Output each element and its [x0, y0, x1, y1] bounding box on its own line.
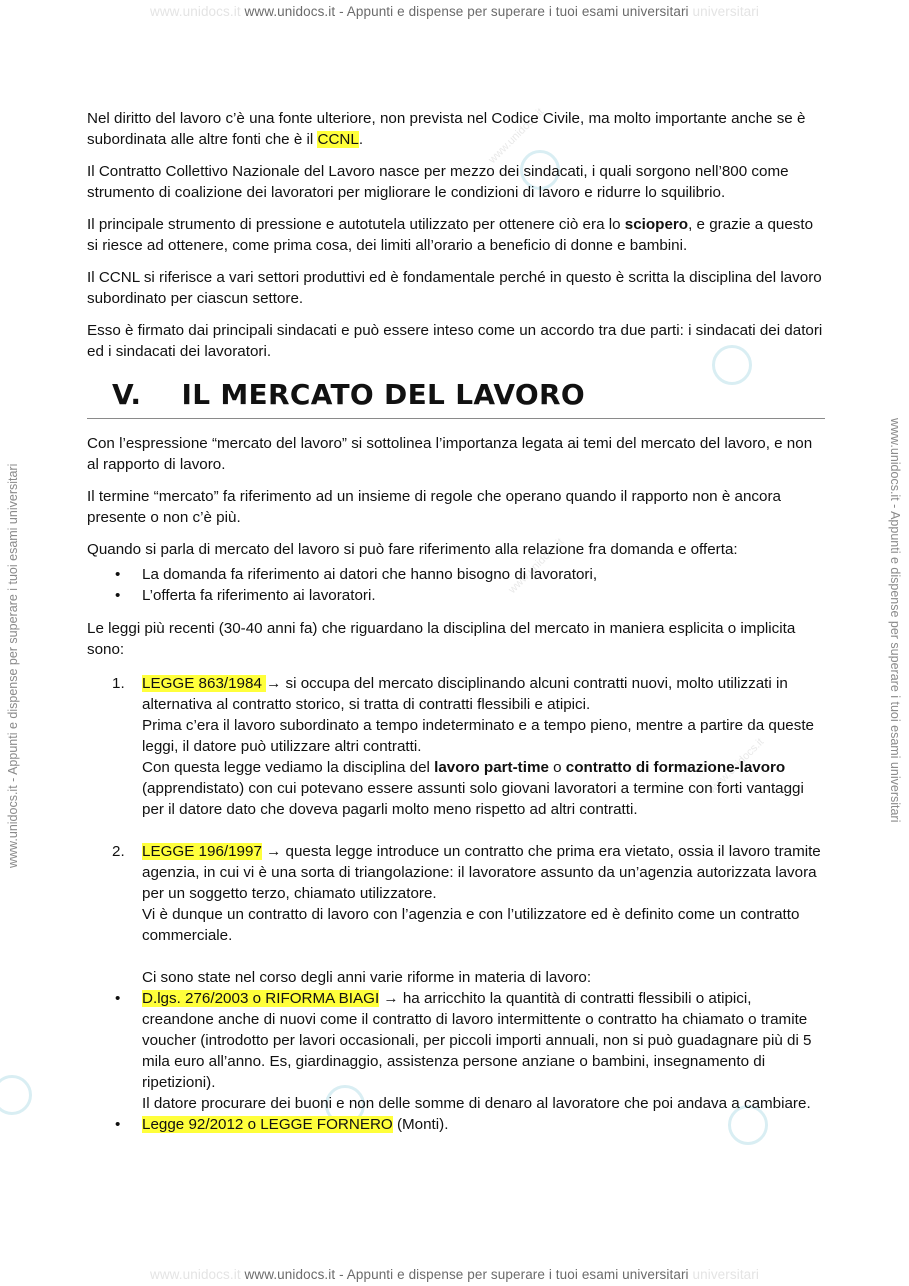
item-text: Il datore procurare dei buoni e non delle somme di denaro al lavoratore che poi andava a cambiare.: [142, 1095, 811, 1112]
paragraph-text: Il principale strumento di pressione e autotutela utilizzato per ottenere ciò era lo: [87, 216, 625, 233]
watermark-logo-icon: [0, 1075, 32, 1115]
paragraph: Con l’espressione “mercato del lavoro” si sottolinea l’importanza legata ai temi del mercato del lavoro, e non al rapporto di lavoro.: [87, 435, 813, 473]
item-text: Ci sono state nel corso degli anni varie riforme in materia di lavoro:: [142, 969, 592, 986]
highlight-law: Legge 92/2012 o LEGGE FORNERO: [142, 1116, 393, 1133]
header-watermark-ghost-right: universitari: [692, 4, 759, 19]
item-number: 2.: [112, 843, 125, 860]
paragraph: Le leggi più recenti (30-40 anni fa) che riguardano la disciplina del mercato in maniera esplicita o implicita sono:: [87, 620, 796, 658]
paragraph: [87, 108, 827, 150]
paragraph-text: Nel diritto del lavoro c’è una fonte ulteriore, non prevista nel Codice Civile, ma molto importante anche se è subordinata alle altre fonti che è il: [87, 110, 806, 148]
header-watermark-ghost-left: www.unidocs.it: [149, 4, 241, 19]
paragraph: Esso è firmato dai principali sindacati e può essere inteso come un accordo tra due parti: i sindacati dei datori ed i sindacati dei lavoratori.: [87, 322, 823, 360]
reform-item: [87, 988, 827, 1114]
item-number: 1.: [112, 675, 125, 692]
paragraph: Il termine “mercato” fa riferimento ad un insieme di regole che operano quando il rapporto non è ancora presente o non c’è più.: [87, 488, 781, 526]
paragraph-text: .: [358, 131, 364, 148]
footer-watermark-text: www.unidocs.it - Appunti e dispense per superare i tuoi esami universitari: [244, 1267, 689, 1282]
item-text: Vi è dunque un contratto di lavoro con l’agenzia e con l’utilizzatore ed è definito come un contratto commerciale.: [142, 906, 800, 944]
paragraph-text: (Monti).: [392, 1116, 449, 1133]
highlight-law: D.lgs. 276/2003 o RIFORMA BIAGI: [142, 990, 380, 1007]
paragraph-text: → questa legge introduce un contratto che prima era vietato, ossia il lavoro tramite agenzia, in cui vi è una sorta di triangolazione: il lavoratore assunto da un’agenzia autorizzata lavora per un soggetto terzo, chiamato utilizzatore.: [142, 843, 821, 902]
diagonal-watermark: www.unidocs.it: [486, 106, 547, 166]
paragraph-text: → ha arricchito la quantità di contratti flessibili o atipici, creandone anche di nuovi come il contratto di lavoro intermittente o contratto ha chiamato o tramite voucher (introdotto per lavori occasionali, per piccoli importi annuali, non si può guadagnare più di 5 mila euro all’anno. Es, giardinaggio, assistenza persone anziane o bambini, insegnamento di ripetizioni).: [142, 990, 812, 1091]
numbered-item-2: [87, 841, 827, 988]
diagonal-watermark: www.unidocs.it: [506, 536, 567, 596]
paragraph: Quando si parla di mercato del lavoro si può fare riferimento alla relazione fra domanda e offerta:: [87, 541, 738, 558]
paragraph-text: (apprendistato) con cui potevano essere assunti solo giovani lavoratori a termine con forti vantaggi per il datore dato che doveva pagarli molto meno rispetto ad altri contratti.: [142, 780, 804, 818]
item-text: [142, 841, 827, 904]
paragraph-text: → si occupa del mercato disciplinando alcuni contratti nuovi, molto utilizzati in alternativa al contratto storico, si tratta di contratti flessibili e atipici.: [142, 675, 788, 713]
item-text: [142, 757, 827, 820]
item-text: [142, 1114, 827, 1135]
side-watermark-left: www.unidocs.it - Appunti e dispense per superare i tuoi esami universitari: [6, 463, 20, 868]
spacer: [142, 946, 827, 967]
bold-term: lavoro part-time: [434, 759, 549, 776]
paragraph-text: Con questa legge vediamo la disciplina del: [142, 759, 435, 776]
footer-watermark-ghost-left: www.unidocs.it: [149, 1267, 241, 1282]
header-watermark-text: www.unidocs.it - Appunti e dispense per superare i tuoi esami universitari: [244, 4, 689, 19]
list-item: • L’offerta fa riferimento ai lavoratori.: [142, 585, 827, 606]
list-item: • La domanda fa riferimento ai datori che hanno bisogno di lavoratori,: [142, 564, 827, 585]
footer-watermark: [0, 1267, 909, 1282]
header-watermark: [0, 4, 909, 19]
heading-divider: [87, 418, 825, 419]
bold-term: contratto di formazione-lavoro: [565, 759, 786, 776]
spacer: [87, 820, 827, 841]
paragraph-text: o: [548, 759, 566, 776]
item-text: Prima c’era il lavoro subordinato a tempo indeterminato e a tempo pieno, mentre a partire da queste leggi, il datore può utilizzare altri contratti.: [142, 717, 814, 755]
highlight-law: LEGGE 196/1997: [142, 843, 262, 860]
bold-term: sciopero: [624, 216, 689, 233]
side-watermark-right: www.unidocs.it - Appunti e dispense per superare i tuoi esami universitari: [888, 418, 902, 823]
paragraph: [87, 214, 827, 256]
paragraph-text: , e grazie a questo si riesce ad ottenere, come prima cosa, dei limiti all’orario a beneficio di donne e bambini.: [87, 216, 814, 254]
numbered-item-1: [87, 673, 827, 820]
footer-watermark-ghost-right: universitari: [692, 1267, 759, 1282]
diagonal-watermark: www.unidocs.it: [706, 736, 767, 796]
paragraph: Il Contratto Collettivo Nazionale del Lavoro nasce per mezzo dei sindacati, i quali sorgono nell’800 come strumento di coalizione dei lavoratori per migliorare le condizioni di lavoro e ridurre lo squilibrio.: [87, 163, 789, 201]
section-heading: V. IL MERCATO DEL LAVORO: [112, 378, 585, 411]
document-body: [87, 108, 827, 1135]
reform-item: [87, 1114, 827, 1135]
paragraph: Il CCNL si riferisce a vari settori produttivi ed è fondamentale perché in questo è scritta la disciplina del lavoro subordinato per ciascun settore.: [87, 269, 822, 307]
item-text: [142, 673, 827, 715]
highlight-law: LEGGE 863/1984: [142, 675, 267, 692]
highlight-ccnl: CCNL: [317, 131, 359, 148]
item-text: [142, 988, 827, 1093]
bullet-list: [87, 564, 827, 606]
